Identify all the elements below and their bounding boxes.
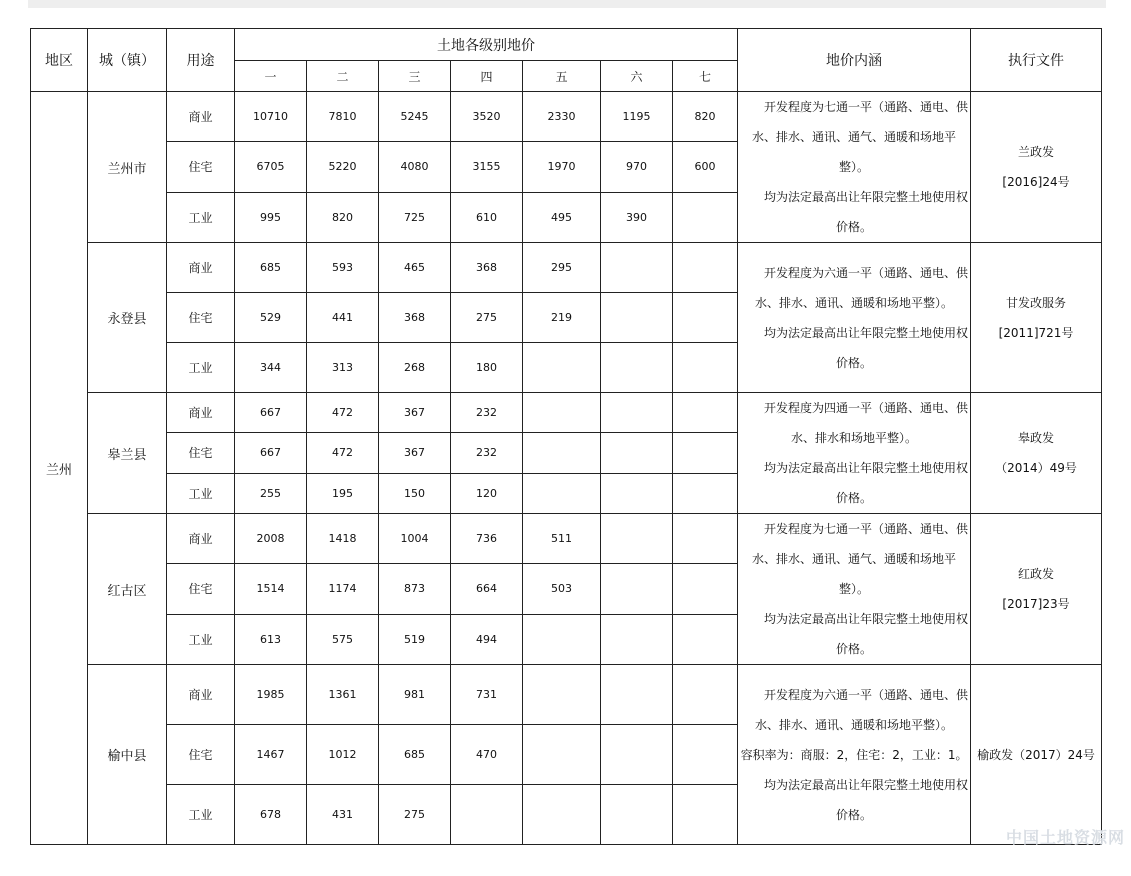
price-cell xyxy=(523,433,601,473)
top-banner-strip xyxy=(28,0,1106,8)
use-cell: 工业 xyxy=(167,614,235,664)
price-cell: 1514 xyxy=(235,564,307,614)
price-cell: 511 xyxy=(523,514,601,564)
meaning-paragraph: 均为法定最高出让年限完整土地使用权价格。 xyxy=(764,461,969,505)
meaning-paragraph: 开发程度为七通一平（通路、通电、供水、排水、通讯、通气、通暖和场地平整）。 xyxy=(752,100,969,174)
use-cell: 商业 xyxy=(167,514,235,564)
price-cell xyxy=(673,192,738,242)
watermark-logo: 中国土地资源网 xyxy=(1005,828,1125,847)
price-cell xyxy=(523,614,601,664)
meaning-paragraph: 均为法定最高出让年限完整土地使用权价格。 xyxy=(764,190,969,234)
price-cell xyxy=(523,725,601,785)
price-cell: 1467 xyxy=(235,725,307,785)
document-line: [2017]23号 xyxy=(1002,597,1070,611)
price-cell xyxy=(601,243,673,293)
document-line: 皋政发 xyxy=(1018,431,1055,445)
land-price-meaning-cell xyxy=(738,665,971,845)
meaning-paragraph: 开发程度为七通一平（通路、通电、供水、排水、通讯、通气、通暖和场地平整）。 xyxy=(752,522,969,596)
price-cell: 981 xyxy=(379,665,451,725)
header-level-3: 三 xyxy=(379,61,451,92)
price-cell: 529 xyxy=(235,293,307,343)
table-row xyxy=(31,514,1102,564)
document-cell xyxy=(971,665,1102,845)
city-name-cell: 榆中县 xyxy=(88,665,167,845)
price-cell: 4080 xyxy=(379,142,451,192)
price-cell: 3155 xyxy=(451,142,523,192)
price-cell: 736 xyxy=(451,514,523,564)
table-header xyxy=(31,29,1102,92)
price-cell: 5245 xyxy=(379,92,451,142)
meaning-paragraph: 均为法定最高出让年限完整土地使用权价格。 xyxy=(764,612,969,656)
price-cell: 344 xyxy=(235,343,307,393)
land-price-table xyxy=(30,28,1102,845)
header-doc: 执行文件 xyxy=(971,29,1102,92)
land-price-meaning-cell xyxy=(738,92,971,243)
use-cell: 住宅 xyxy=(167,725,235,785)
use-cell: 工业 xyxy=(167,343,235,393)
header-use: 用途 xyxy=(167,29,235,92)
price-cell: 1985 xyxy=(235,665,307,725)
document-line: 甘发改服务 xyxy=(1006,295,1067,310)
table-body xyxy=(31,92,1102,845)
price-cell: 995 xyxy=(235,192,307,242)
price-cell: 503 xyxy=(523,564,601,614)
price-cell: 275 xyxy=(379,785,451,845)
price-cell: 494 xyxy=(451,614,523,664)
price-cell: 195 xyxy=(307,473,379,513)
land-price-meaning-cell xyxy=(738,243,971,393)
header-level-1: 一 xyxy=(235,61,307,92)
use-cell: 工业 xyxy=(167,785,235,845)
price-cell: 10710 xyxy=(235,92,307,142)
price-cell: 232 xyxy=(451,393,523,433)
header-level-4: 四 xyxy=(451,61,523,92)
use-cell: 商业 xyxy=(167,92,235,142)
city-name-cell: 永登县 xyxy=(88,243,167,393)
price-cell: 5220 xyxy=(307,142,379,192)
price-cell: 472 xyxy=(307,433,379,473)
price-cell: 7810 xyxy=(307,92,379,142)
price-cell: 368 xyxy=(451,243,523,293)
city-name-cell: 皋兰县 xyxy=(88,393,167,514)
meaning-paragraph: 开发程度为六通一平（通路、通电、供水、排水、通讯、通暖和场地平整）。 xyxy=(755,265,969,310)
header-price-group: 土地各级别地价 xyxy=(235,29,738,61)
price-cell: 610 xyxy=(451,192,523,242)
price-cell xyxy=(673,393,738,433)
price-cell xyxy=(673,433,738,473)
price-cell: 150 xyxy=(379,473,451,513)
price-cell xyxy=(673,614,738,664)
price-cell xyxy=(601,785,673,845)
document-line: 兰政发 xyxy=(1018,145,1055,159)
city-name-cell: 红古区 xyxy=(88,514,167,665)
use-cell: 工业 xyxy=(167,192,235,242)
meaning-paragraph: 开发程度为六通一平（通路、通电、供水、排水、通讯、通暖和场地平整）。 xyxy=(755,687,969,732)
price-cell: 667 xyxy=(235,393,307,433)
price-cell xyxy=(523,393,601,433)
price-cell xyxy=(601,614,673,664)
price-cell xyxy=(523,473,601,513)
table-row xyxy=(31,393,1102,433)
price-cell: 3520 xyxy=(451,92,523,142)
price-cell: 275 xyxy=(451,293,523,343)
price-cell xyxy=(451,785,523,845)
meaning-paragraph: 开发程度为四通一平（通路、通电、供水、排水和场地平整）。 xyxy=(764,401,969,445)
price-cell: 2008 xyxy=(235,514,307,564)
price-cell xyxy=(601,473,673,513)
price-cell: 313 xyxy=(307,343,379,393)
use-cell: 工业 xyxy=(167,473,235,513)
use-cell: 住宅 xyxy=(167,293,235,343)
document-line: 榆政发（2017）24号 xyxy=(977,747,1095,762)
price-cell xyxy=(673,725,738,785)
price-cell: 1418 xyxy=(307,514,379,564)
table-row xyxy=(31,665,1102,725)
price-cell xyxy=(673,785,738,845)
price-cell: 575 xyxy=(307,614,379,664)
price-cell: 219 xyxy=(523,293,601,343)
price-cell: 1361 xyxy=(307,665,379,725)
use-cell: 住宅 xyxy=(167,433,235,473)
document-line: [2016]24号 xyxy=(1002,175,1070,189)
price-cell xyxy=(673,243,738,293)
header-meaning: 地价内涵 xyxy=(738,29,971,92)
price-cell xyxy=(601,514,673,564)
use-cell: 商业 xyxy=(167,665,235,725)
price-cell xyxy=(601,293,673,343)
price-cell: 1970 xyxy=(523,142,601,192)
use-cell: 商业 xyxy=(167,393,235,433)
price-cell: 1004 xyxy=(379,514,451,564)
price-cell xyxy=(601,433,673,473)
price-cell xyxy=(601,665,673,725)
meaning-paragraph: 容积率为：商服：2，住宅：2，工业：1。 xyxy=(740,747,968,762)
price-cell: 664 xyxy=(451,564,523,614)
price-cell: 725 xyxy=(379,192,451,242)
price-cell: 255 xyxy=(235,473,307,513)
price-cell: 613 xyxy=(235,614,307,664)
document-line: [2011]721号 xyxy=(998,325,1074,340)
price-cell: 368 xyxy=(379,293,451,343)
header-city: 城（镇） xyxy=(88,29,167,92)
price-cell: 295 xyxy=(523,243,601,293)
header-level-6: 六 xyxy=(601,61,673,92)
price-cell: 465 xyxy=(379,243,451,293)
price-cell xyxy=(673,514,738,564)
land-price-meaning-cell xyxy=(738,393,971,514)
land-price-meaning-cell xyxy=(738,514,971,665)
header-region: 地区 xyxy=(31,29,88,92)
price-cell: 873 xyxy=(379,564,451,614)
price-cell xyxy=(673,293,738,343)
use-cell: 商业 xyxy=(167,243,235,293)
header-level-2: 二 xyxy=(307,61,379,92)
document-line: （2014）49号 xyxy=(995,461,1077,475)
price-cell: 731 xyxy=(451,665,523,725)
price-cell: 970 xyxy=(601,142,673,192)
price-cell: 685 xyxy=(235,243,307,293)
price-cell: 600 xyxy=(673,142,738,192)
price-cell: 232 xyxy=(451,433,523,473)
header-level-5: 五 xyxy=(523,61,601,92)
price-cell: 678 xyxy=(235,785,307,845)
header-level-7: 七 xyxy=(673,61,738,92)
price-cell: 367 xyxy=(379,433,451,473)
price-cell: 1012 xyxy=(307,725,379,785)
price-cell: 820 xyxy=(307,192,379,242)
price-cell xyxy=(523,785,601,845)
document-cell xyxy=(971,514,1102,665)
meaning-paragraph: 均为法定最高出让年限完整土地使用权价格。 xyxy=(764,777,969,822)
document-cell xyxy=(971,393,1102,514)
price-cell: 268 xyxy=(379,343,451,393)
table-row xyxy=(31,92,1102,142)
price-cell: 820 xyxy=(673,92,738,142)
price-cell xyxy=(673,343,738,393)
price-cell: 2330 xyxy=(523,92,601,142)
price-cell: 1174 xyxy=(307,564,379,614)
price-cell: 390 xyxy=(601,192,673,242)
price-cell xyxy=(673,665,738,725)
document-cell xyxy=(971,92,1102,243)
region-cell: 兰州 xyxy=(31,92,88,845)
price-cell: 431 xyxy=(307,785,379,845)
price-cell: 180 xyxy=(451,343,523,393)
price-cell: 367 xyxy=(379,393,451,433)
price-cell xyxy=(523,665,601,725)
price-cell: 120 xyxy=(451,473,523,513)
price-cell: 441 xyxy=(307,293,379,343)
document-cell xyxy=(971,243,1102,393)
city-name-cell: 兰州市 xyxy=(88,92,167,243)
price-cell: 593 xyxy=(307,243,379,293)
meaning-paragraph: 均为法定最高出让年限完整土地使用权价格。 xyxy=(764,325,969,370)
price-cell: 519 xyxy=(379,614,451,664)
price-cell: 685 xyxy=(379,725,451,785)
price-cell xyxy=(601,725,673,785)
price-cell: 472 xyxy=(307,393,379,433)
use-cell: 住宅 xyxy=(167,564,235,614)
document-line: 红政发 xyxy=(1018,567,1055,581)
price-cell xyxy=(601,564,673,614)
price-cell xyxy=(601,393,673,433)
use-cell: 住宅 xyxy=(167,142,235,192)
price-cell xyxy=(523,343,601,393)
price-cell: 470 xyxy=(451,725,523,785)
price-cell: 6705 xyxy=(235,142,307,192)
price-cell: 1195 xyxy=(601,92,673,142)
table-row xyxy=(31,243,1102,293)
price-cell xyxy=(673,473,738,513)
price-cell: 667 xyxy=(235,433,307,473)
price-cell xyxy=(601,343,673,393)
price-cell xyxy=(673,564,738,614)
price-cell: 495 xyxy=(523,192,601,242)
